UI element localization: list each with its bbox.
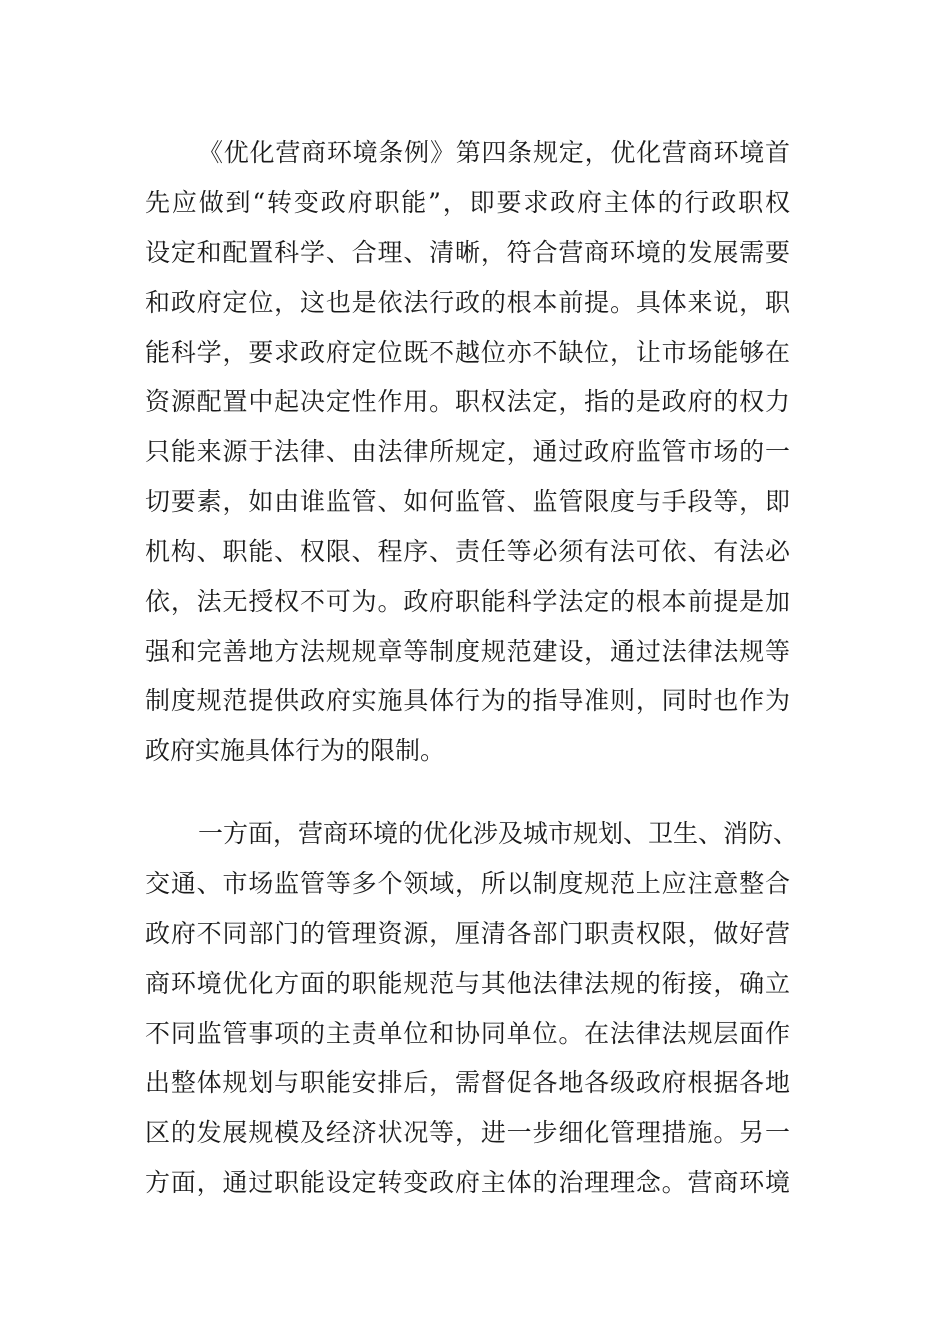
paragraph-line: 政府实施具体行为的限制。 bbox=[145, 736, 446, 765]
paragraph-line: 出整体规划与职能安排后，需督促各地各级政府根据各地 bbox=[145, 1068, 790, 1097]
paragraph-line: 能科学，要求政府定位既不越位亦不缺位，让市场能够在 bbox=[145, 338, 790, 367]
paragraph-line: 一方面，营商环境的优化涉及城市规划、卫生、消防、 bbox=[198, 819, 799, 848]
paragraph-line: 政府不同部门的管理资源，厘清各部门职责权限，做好营 bbox=[145, 919, 790, 948]
paragraph-line: 设定和配置科学、合理、清晰，符合营商环境的发展需要 bbox=[145, 238, 790, 267]
paragraph-line: 和政府定位，这也是依法行政的根本前提。具体来说，职 bbox=[145, 288, 790, 317]
paragraph-line: 区的发展规模及经济状况等，进一步细化管理措施。另一 bbox=[145, 1118, 790, 1147]
paragraph-line: 资源配置中起决定性作用。职权法定，指的是政府的权力 bbox=[145, 387, 790, 416]
paragraph-line: 《优化营商环境条例》第四条规定，优化营商环境首 bbox=[198, 138, 790, 167]
paragraph-line: 机构、职能、权限、程序、责任等必须有法可依、有法必 bbox=[145, 537, 790, 566]
paragraph-line: 商环境优化方面的职能规范与其他法律法规的衔接，确立 bbox=[145, 969, 790, 998]
paragraph-line: 只能来源于法律、由法律所规定，通过政府监管市场的一 bbox=[145, 437, 790, 466]
paragraph-line: 不同监管事项的主责单位和协同单位。在法律法规层面作 bbox=[145, 1019, 790, 1048]
paragraph-line: 依，法无授权不可为。政府职能科学法定的根本前提是加 bbox=[145, 587, 790, 616]
paragraph-line: 先应做到“转变政府职能”，即要求政府主体的行政职权 bbox=[145, 188, 790, 217]
paragraph-line: 制度规范提供政府实施具体行为的指导准则，同时也作为 bbox=[145, 686, 790, 715]
paragraph-line: 方面，通过职能设定转变政府主体的治理理念。营商环境 bbox=[145, 1168, 790, 1197]
paragraph-line: 交通、市场监管等多个领域，所以制度规范上应注意整合 bbox=[145, 869, 790, 898]
paragraph-line: 强和完善地方法规规章等制度规范建设，通过法律法规等 bbox=[145, 637, 790, 666]
paragraph-line: 切要素，如由谁监管、如何监管、监管限度与手段等，即 bbox=[145, 487, 790, 516]
